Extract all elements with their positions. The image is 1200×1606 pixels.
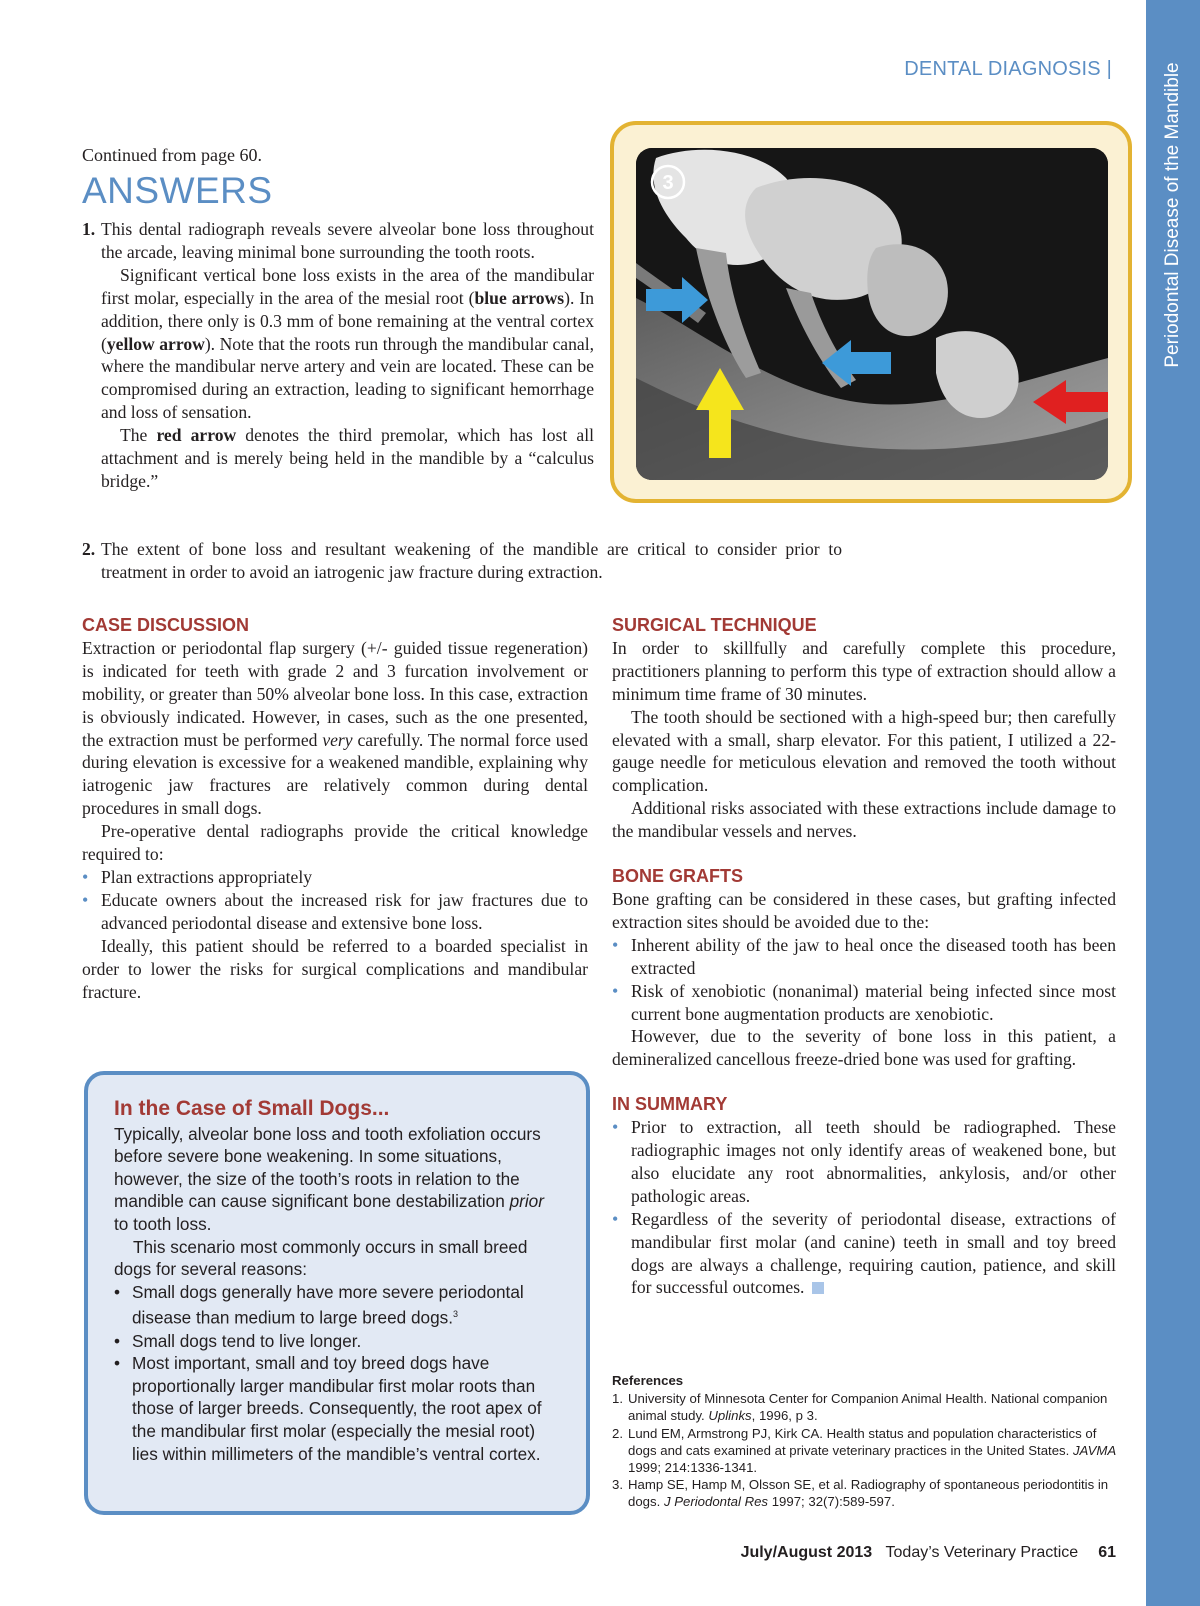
- answer-number: 1.: [82, 219, 96, 239]
- yellow-arrow-label: yellow arrow: [106, 333, 205, 354]
- list-item: • Educate owners about the increased risk for jaw fractures due to advanced periodontal disease and extensive bone loss.: [82, 889, 588, 935]
- answer-paragraph: The extent of bone loss and resultant weakening of the mandible are critical to consider prior to treatment in order to avoid an iatrogenic jaw fracture during extraction.: [101, 539, 842, 582]
- summary-heading: IN SUMMARY: [612, 1094, 728, 1115]
- radiograph-svg: [636, 148, 1108, 480]
- small-dogs-title: In the Case of Small Dogs...: [114, 1097, 390, 1120]
- answers-heading: ANSWERS: [82, 170, 273, 211]
- page-number: 61: [1098, 1544, 1116, 1561]
- answer-paragraph: Significant vertical bone loss exists in the area of the mandibular first molar, especially in the area of the mesial root (blue arrows). In addition, there only is 0.3 mm of bone remaining at the ventral cortex (yellow arrow). Note that the roots run through the mandibular canal, where the mandibular nerve artery and vein are located. These can be compromised during an extraction, leading to significant hemorrhage and loss of sensation.: [101, 264, 595, 423]
- case-paragraph: Pre-operative dental radiographs provide the critical knowledge required to:: [82, 821, 588, 865]
- bone-grafts-heading: BONE GRAFTS: [612, 866, 744, 887]
- list-item: • Prior to extraction, all teeth should be radiographed. These radiographic images not only identify areas of weakened bone, but also elucidate any root abnormalities, ankylosis, and/or other pathologic areas.: [612, 1116, 1116, 1208]
- surgical-technique-heading: SURGICAL TECHNIQUE: [612, 615, 817, 635]
- right-column: [612, 614, 1116, 1299]
- callout-paragraph: This scenario most commonly occurs in small breed dogs for several reasons:: [114, 1236, 528, 1280]
- end-mark-icon: [812, 1282, 824, 1294]
- grafts-bullet-list: [612, 934, 1116, 1026]
- list-item: • Small dogs tend to live longer.: [114, 1330, 560, 1353]
- answer-paragraph: This dental radiograph reveals severe alveolar bone loss throughout the arcade, leaving minimal bone surrounding the tooth roots.: [101, 219, 594, 262]
- case-paragraph: Extraction or periodontal flap surgery (+/- guided tissue regeneration) is indicated for teeth with grade 2 and 3 furcation involvement or mobility, or greater than 50% alveolar bone loss. In this case, extraction is obviously indicated. However, in cases, such as the one presented, the extraction must be performed very carefully. The normal force used during elevation is excessive for a weakened mandible, explaining why iatrogenic jaw fractures are relatively common during dental procedures in small dogs.: [82, 637, 588, 819]
- case-bullet-list: [82, 866, 588, 935]
- list-item: • Small dogs generally have more severe periodontal disease than medium to large breed dogs.$^3$: [114, 1281, 560, 1330]
- case-discussion-section: [82, 614, 588, 1003]
- issue-date: July/August 2013: [740, 1544, 873, 1561]
- grafts-paragraph: However, due to the severity of bone loss in this patient, a demineralized cancellous freeze-dried bone was used for grafting.: [612, 1026, 1116, 1070]
- list-item: • Risk of xenobiotic (nonanimal) material being infected since most current bone augmentation products are xenobiotic.: [612, 980, 1116, 1026]
- red-arrow-label: red arrow: [156, 425, 237, 446]
- reference-item: 2. Lund EM, Armstrong PJ, Kirk CA. Health status and population characteristics of dogs and cats examined at private veterinary practices in the United States. JAVMA 1999; 214:1336-1341.: [612, 1425, 1117, 1476]
- reference-item: 3. Hamp SE, Hamp M, Olsson SE, et al. Radiography of spontaneous periodontitis in dogs. J Periodontal Res 1997; 32(7):589-597.: [612, 1477, 1109, 1510]
- case-discussion-heading: CASE DISCUSSION: [82, 615, 250, 635]
- surgical-paragraph: In order to skillfully and carefully complete this procedure, practitioners planning to perform this type of extraction should allow a minimum time frame of 30 minutes.: [612, 637, 1116, 704]
- references: [612, 1372, 1120, 1511]
- surgical-paragraph: Additional risks associated with these extractions include damage to the mandibular vessels and nerves.: [612, 798, 1116, 842]
- answer-number: 2.: [82, 539, 96, 559]
- continued-note: Continued from page 60.: [82, 145, 262, 165]
- figure-number: 3: [662, 172, 674, 194]
- callout-bullet-list: [114, 1281, 560, 1465]
- summary-bullet-list: [612, 1116, 1116, 1299]
- blue-arrows-label: blue arrows: [474, 287, 565, 308]
- running-header: DENTAL DIAGNOSIS |: [904, 58, 1112, 80]
- list-item: • Regardless of the severity of periodontal disease, extractions of mandibular first molar (and canine) teeth in small and toy breed dogs are always a challenge, requiring caution, patience, and skill for successful outcomes.: [612, 1208, 1116, 1300]
- answer-1: [82, 218, 594, 493]
- reference-item: 1. University of Minnesota Center for Companion Animal Health. National companion animal study. Uplinks, 1996, p 3.: [612, 1391, 1108, 1424]
- publication-name: Today’s Veterinary Practice: [885, 1544, 1079, 1561]
- case-paragraph: Ideally, this patient should be referred to a boarded specialist in order to lower the risks for surgical complications and mandibular fracture.: [82, 935, 588, 1002]
- answer-2: [82, 538, 842, 584]
- list-item: • Inherent ability of the jaw to heal once the diseased tooth has been extracted: [612, 934, 1116, 980]
- references-title: References: [612, 1373, 684, 1388]
- callout-paragraph: Typically, alveolar bone loss and tooth exfoliation occurs before severe bone weakening. In some situations, however, the size of the tooth’s roots in relation to the mandible can cause significant bone destabilization prior to tooth loss.: [114, 1123, 544, 1234]
- list-item: • Plan extractions appropriately: [82, 866, 588, 889]
- small-dogs-content: [114, 1098, 560, 1465]
- answer-paragraph: The red arrow denotes the third premolar, which has lost all attachment and is merely being held in the mandible by a “calculus bridge.”: [101, 425, 594, 491]
- list-item: • Most important, small and toy breed dogs have proportionally larger mandibular first molar roots than those of larger breeds. Consequently, the root apex of the mandibular first molar (especially the mesial root) lies within millimeters of the mandible’s ventral cortex.: [114, 1352, 560, 1465]
- page-footer: [741, 1544, 1116, 1562]
- references-list: [612, 1390, 1120, 1510]
- grafts-paragraph: Bone grafting can be considered in these cases, but grafting infected extraction sites should be avoided due to the:: [612, 888, 1116, 932]
- radiograph-image: [636, 148, 1108, 480]
- surgical-paragraph: The tooth should be sectioned with a high-speed bur; then carefully elevated with a small, sharp elevator. For this patient, I utilized a 22-gauge needle for meticulous elevation and removed the tooth without complication.: [612, 706, 1116, 796]
- sidebar-title: Periodontal Disease of the Mandible: [1162, 62, 1183, 368]
